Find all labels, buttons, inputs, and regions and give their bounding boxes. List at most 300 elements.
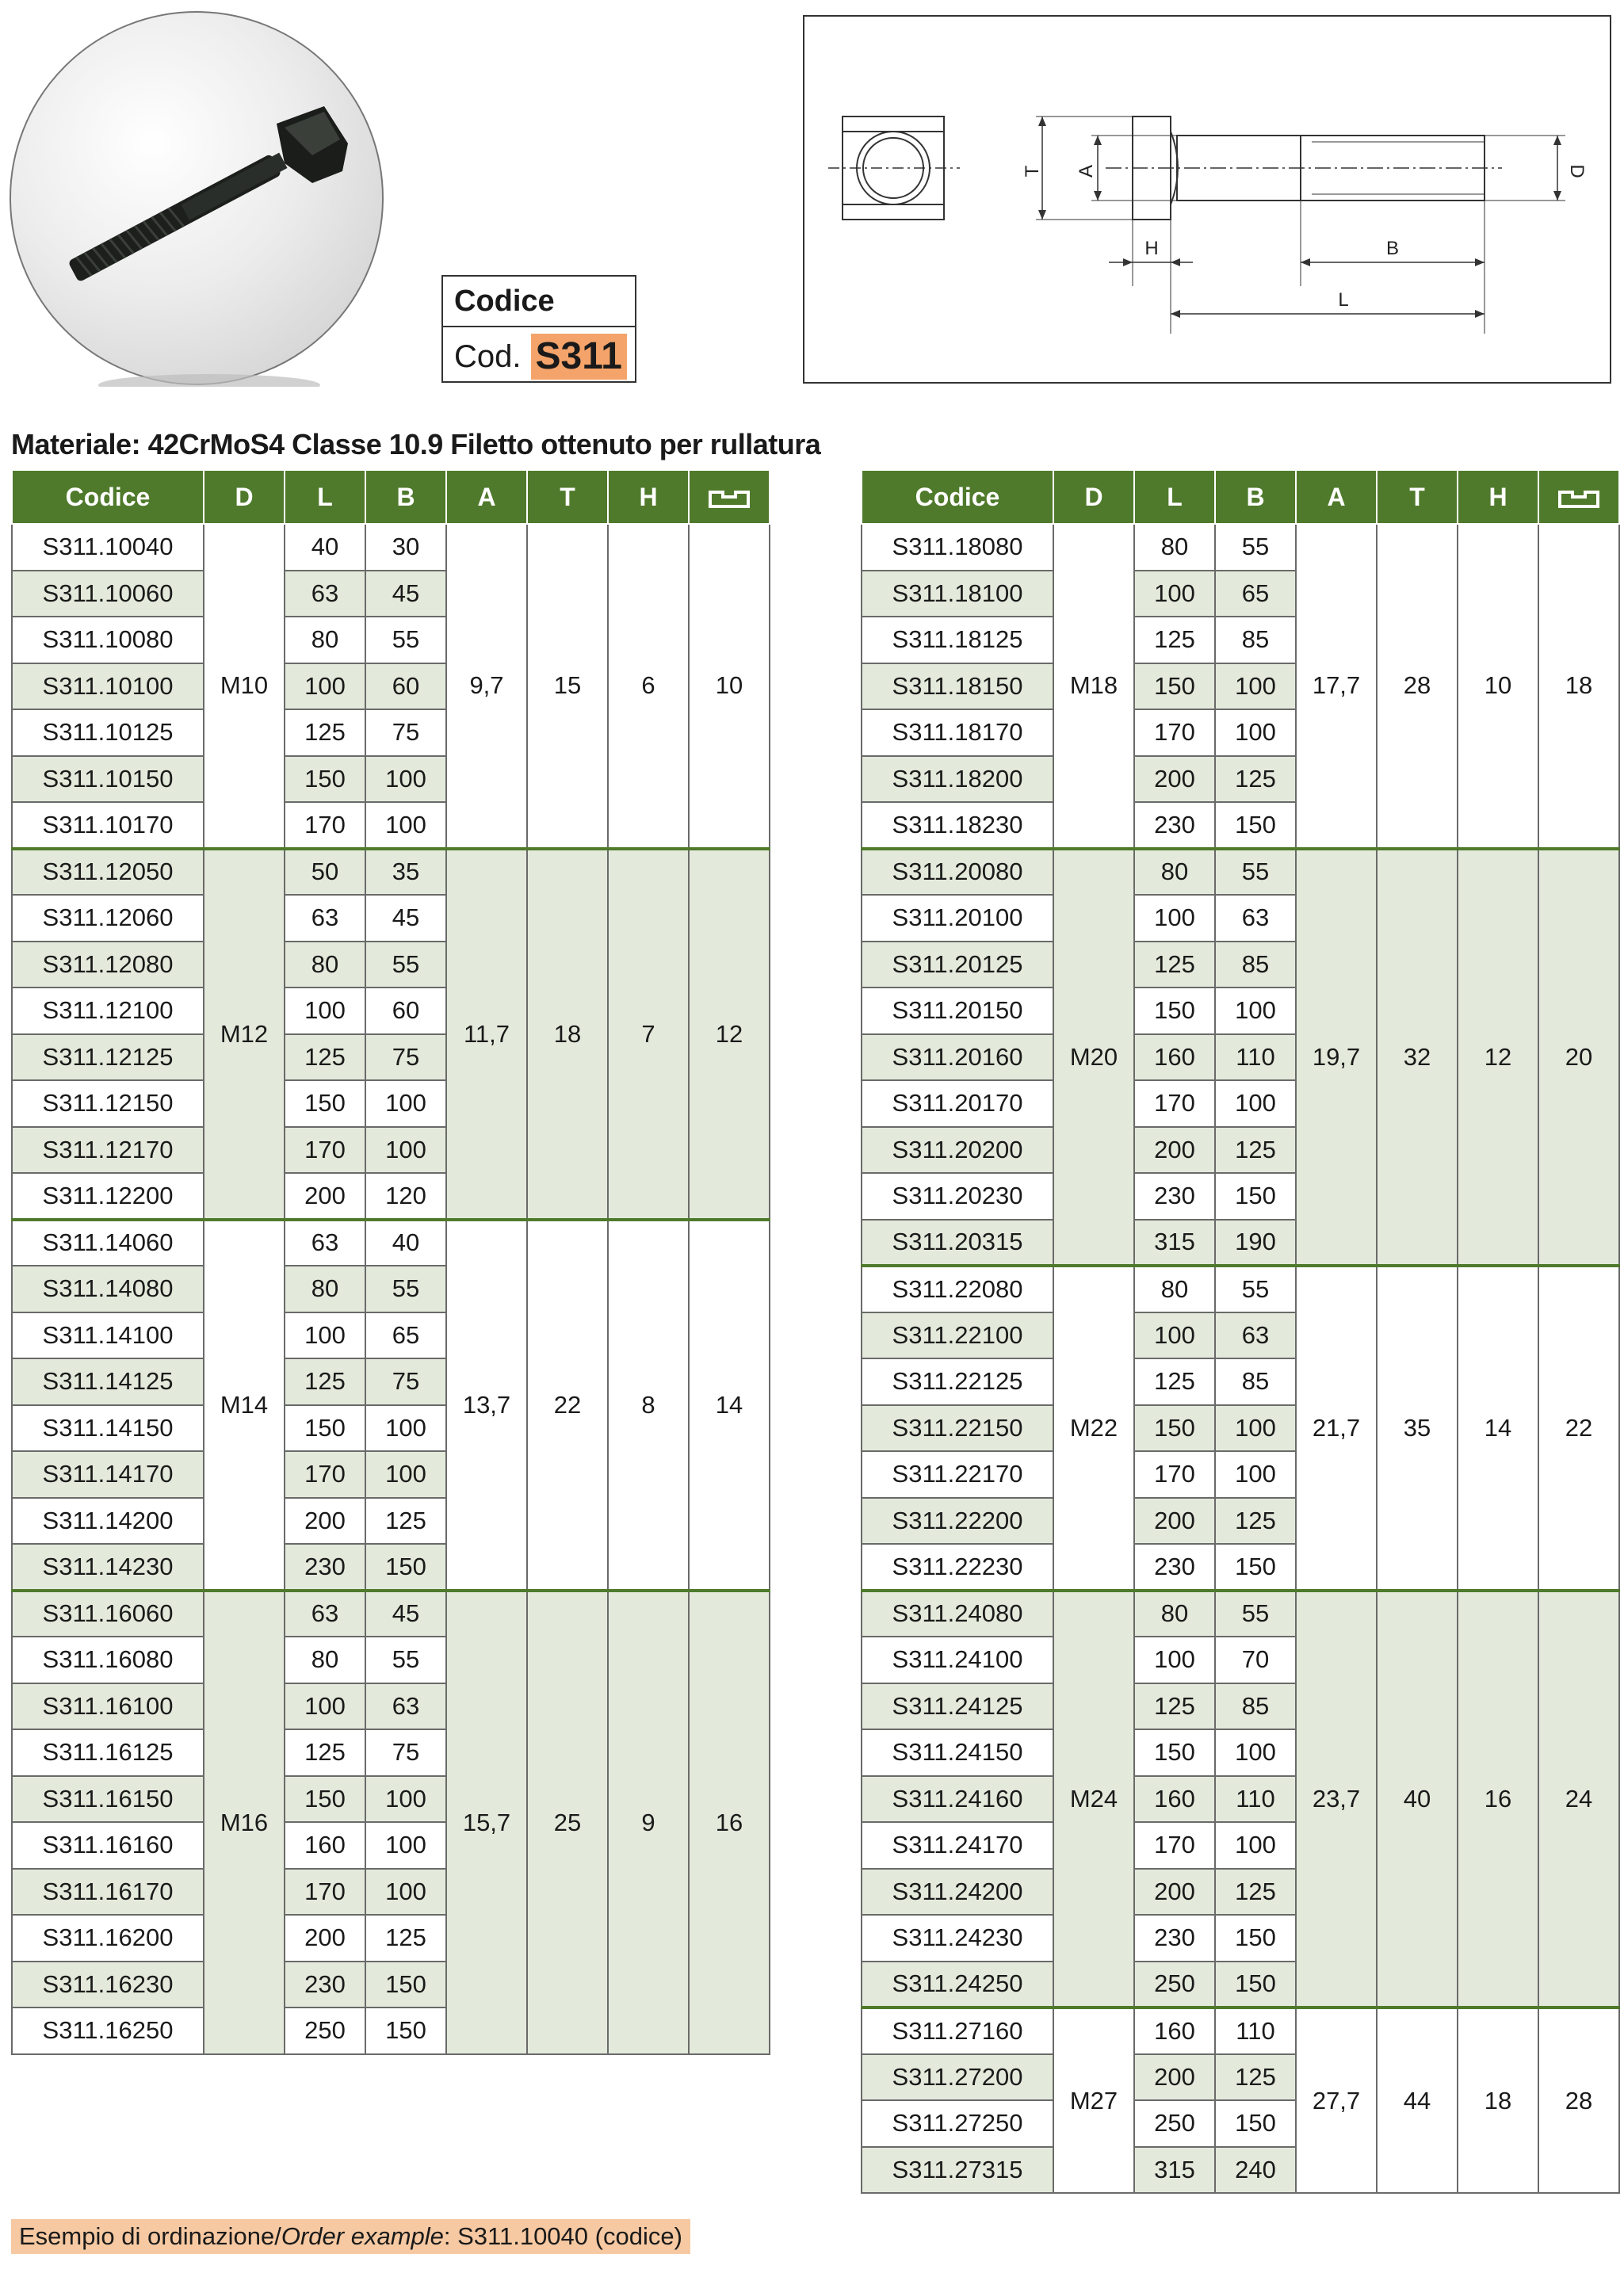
cell-B: 55 bbox=[1215, 524, 1296, 571]
table-row bbox=[862, 2007, 1619, 2054]
cell-L: 170 bbox=[285, 1869, 365, 1916]
cell-B: 190 bbox=[1215, 1220, 1296, 1266]
cell-L: 63 bbox=[285, 1591, 365, 1637]
cell-code: S311.10170 bbox=[12, 802, 204, 849]
cell-A: 15,7 bbox=[446, 1591, 527, 2054]
cell-B: 100 bbox=[365, 1127, 446, 1174]
cell-code: S311.18170 bbox=[862, 709, 1053, 756]
size-group-m20 bbox=[862, 849, 1619, 1266]
header-slot bbox=[1538, 470, 1619, 524]
cell-code: S311.24230 bbox=[862, 1915, 1053, 1962]
cell-L: 170 bbox=[1134, 1080, 1215, 1127]
cell-code: S311.12125 bbox=[12, 1034, 204, 1081]
code-box-title: Codice bbox=[443, 277, 635, 327]
cell-code: S311.24160 bbox=[862, 1776, 1053, 1823]
cell-L: 80 bbox=[285, 617, 365, 663]
cell-B: 150 bbox=[1215, 1173, 1296, 1220]
cell-B: 150 bbox=[1215, 802, 1296, 849]
cell-H: 18 bbox=[1458, 2007, 1538, 2193]
cell-B: 125 bbox=[1215, 1869, 1296, 1916]
header-A: A bbox=[1296, 470, 1377, 524]
material-description: Materiale: 42CrMoS4 Classe 10.9 Filetto ottenuto per rullatura bbox=[11, 428, 821, 460]
cell-code: S311.14150 bbox=[12, 1405, 204, 1452]
cell-B: 100 bbox=[365, 1405, 446, 1452]
cell-B: 110 bbox=[1215, 2007, 1296, 2054]
cell-B: 75 bbox=[365, 709, 446, 756]
cell-L: 170 bbox=[285, 1451, 365, 1498]
example-prefix: Esempio di ordinazione/ bbox=[19, 2222, 281, 2250]
cell-L: 80 bbox=[285, 1266, 365, 1312]
cell-L: 80 bbox=[1134, 1591, 1215, 1637]
header-codice: Codice bbox=[12, 470, 204, 524]
cell-B: 120 bbox=[365, 1173, 446, 1220]
cell-B: 150 bbox=[1215, 2100, 1296, 2147]
cell-L: 150 bbox=[1134, 1729, 1215, 1776]
cell-code: S311.18125 bbox=[862, 617, 1053, 663]
cell-code: S311.18230 bbox=[862, 802, 1053, 849]
size-group-m18 bbox=[862, 524, 1619, 849]
dimension-drawing bbox=[804, 17, 1610, 382]
cell-code: S311.27315 bbox=[862, 2147, 1053, 2194]
cell-B: 55 bbox=[365, 1266, 446, 1312]
cell-code: S311.20315 bbox=[862, 1220, 1053, 1266]
cell-B: 70 bbox=[1215, 1637, 1296, 1683]
cell-B: 100 bbox=[365, 1869, 446, 1916]
cell-B: 55 bbox=[365, 1637, 446, 1683]
cell-L: 315 bbox=[1134, 2147, 1215, 2194]
cell-code: S311.10060 bbox=[12, 571, 204, 617]
cell-code: S311.14080 bbox=[12, 1266, 204, 1312]
cell-B: 100 bbox=[365, 1776, 446, 1823]
cell-L: 200 bbox=[1134, 1127, 1215, 1174]
cell-code: S311.16080 bbox=[12, 1637, 204, 1683]
size-group-m27 bbox=[862, 2007, 1619, 2193]
cell-A: 17,7 bbox=[1296, 524, 1377, 849]
cell-D: M20 bbox=[1053, 849, 1134, 1266]
cell-L: 250 bbox=[1134, 2100, 1215, 2147]
cell-B: 63 bbox=[1215, 1312, 1296, 1359]
table-header-row bbox=[862, 470, 1619, 524]
cell-L: 200 bbox=[1134, 756, 1215, 803]
cell-L: 100 bbox=[285, 1683, 365, 1730]
cell-B: 60 bbox=[365, 663, 446, 710]
t-slot-icon bbox=[707, 487, 751, 510]
cell-B: 55 bbox=[365, 942, 446, 988]
cell-L: 160 bbox=[1134, 2007, 1215, 2054]
cell-code: S311.20170 bbox=[862, 1080, 1053, 1127]
cell-L: 250 bbox=[1134, 1962, 1215, 2008]
cell-code: S311.24250 bbox=[862, 1962, 1053, 2008]
cell-code: S311.12170 bbox=[12, 1127, 204, 1174]
cell-B: 150 bbox=[1215, 1962, 1296, 2008]
cell-B: 150 bbox=[1215, 1544, 1296, 1591]
cell-code: S311.10080 bbox=[12, 617, 204, 663]
table-row bbox=[862, 1591, 1619, 1637]
size-group-m16 bbox=[12, 1591, 770, 2054]
cell-H: 6 bbox=[608, 524, 689, 849]
cell-slot: 22 bbox=[1538, 1266, 1619, 1591]
cell-code: S311.16150 bbox=[12, 1776, 204, 1823]
cell-L: 150 bbox=[285, 1405, 365, 1452]
cell-D: M16 bbox=[204, 1591, 285, 2054]
cell-B: 45 bbox=[365, 571, 446, 617]
cell-code: S311.18150 bbox=[862, 663, 1053, 710]
cell-code: S311.22230 bbox=[862, 1544, 1053, 1591]
cell-L: 125 bbox=[1134, 1683, 1215, 1730]
cell-L: 50 bbox=[285, 849, 365, 896]
cell-code: S311.12080 bbox=[12, 942, 204, 988]
cell-code: S311.24170 bbox=[862, 1822, 1053, 1869]
cell-code: S311.22100 bbox=[862, 1312, 1053, 1359]
cell-code: S311.24080 bbox=[862, 1591, 1053, 1637]
table-row bbox=[862, 524, 1619, 571]
cell-code: S311.12150 bbox=[12, 1080, 204, 1127]
cell-B: 60 bbox=[365, 988, 446, 1034]
code-box bbox=[441, 275, 636, 383]
cell-code: S311.20125 bbox=[862, 942, 1053, 988]
cell-L: 80 bbox=[285, 1637, 365, 1683]
cell-L: 170 bbox=[285, 1127, 365, 1174]
cell-code: S311.16125 bbox=[12, 1729, 204, 1776]
cell-L: 100 bbox=[285, 663, 365, 710]
cell-code: S311.22125 bbox=[862, 1358, 1053, 1405]
cell-code: S311.20100 bbox=[862, 895, 1053, 942]
cell-B: 100 bbox=[1215, 1080, 1296, 1127]
cell-L: 125 bbox=[1134, 617, 1215, 663]
header-H: H bbox=[1458, 470, 1538, 524]
cell-H: 14 bbox=[1458, 1266, 1538, 1591]
cell-B: 100 bbox=[1215, 1822, 1296, 1869]
table-row bbox=[12, 524, 770, 571]
label-D: D bbox=[1566, 164, 1588, 178]
size-group-m22 bbox=[862, 1266, 1619, 1591]
cell-code: S311.14200 bbox=[12, 1498, 204, 1545]
cell-B: 100 bbox=[1215, 1451, 1296, 1498]
cell-slot: 28 bbox=[1538, 2007, 1619, 2193]
cell-L: 250 bbox=[285, 2007, 365, 2054]
cell-L: 200 bbox=[1134, 1869, 1215, 1916]
cell-L: 160 bbox=[1134, 1776, 1215, 1823]
cell-code: S311.27160 bbox=[862, 2007, 1053, 2054]
header-L: L bbox=[285, 470, 365, 524]
cod-value: S311 bbox=[531, 334, 627, 380]
header-T: T bbox=[527, 470, 608, 524]
header-D: D bbox=[204, 470, 285, 524]
size-group-m14 bbox=[12, 1220, 770, 1591]
cell-L: 200 bbox=[285, 1915, 365, 1962]
cell-B: 55 bbox=[1215, 1591, 1296, 1637]
cell-B: 40 bbox=[365, 1220, 446, 1266]
cell-B: 45 bbox=[365, 895, 446, 942]
cod-label: Cod. bbox=[454, 338, 522, 374]
cell-code: S311.14170 bbox=[12, 1451, 204, 1498]
cell-B: 55 bbox=[1215, 849, 1296, 896]
cell-L: 125 bbox=[285, 1034, 365, 1081]
cell-L: 200 bbox=[1134, 1498, 1215, 1545]
cell-code: S311.16200 bbox=[12, 1915, 204, 1962]
table-header-row bbox=[12, 470, 770, 524]
size-group-m24 bbox=[862, 1591, 1619, 2008]
cell-D: M18 bbox=[1053, 524, 1134, 849]
cell-L: 230 bbox=[1134, 802, 1215, 849]
cell-A: 23,7 bbox=[1296, 1591, 1377, 2008]
cell-A: 11,7 bbox=[446, 849, 527, 1220]
cell-L: 100 bbox=[1134, 895, 1215, 942]
cell-B: 100 bbox=[365, 1822, 446, 1869]
cell-code: S311.12100 bbox=[12, 988, 204, 1034]
cell-code: S311.10100 bbox=[12, 663, 204, 710]
order-example bbox=[11, 2219, 690, 2254]
cell-L: 125 bbox=[1134, 1358, 1215, 1405]
cell-code: S311.16100 bbox=[12, 1683, 204, 1730]
cell-slot: 12 bbox=[689, 849, 770, 1220]
cell-L: 150 bbox=[1134, 663, 1215, 710]
label-A: A bbox=[1076, 164, 1097, 178]
cell-slot: 20 bbox=[1538, 849, 1619, 1266]
cell-code: S311.20230 bbox=[862, 1173, 1053, 1220]
t-bolt-illustration bbox=[11, 13, 385, 387]
cell-L: 150 bbox=[1134, 988, 1215, 1034]
cell-L: 125 bbox=[1134, 942, 1215, 988]
cell-L: 125 bbox=[285, 709, 365, 756]
cell-code: S311.12200 bbox=[12, 1173, 204, 1220]
cell-slot: 18 bbox=[1538, 524, 1619, 849]
cell-L: 125 bbox=[285, 1358, 365, 1405]
example-suffix: : S311.10040 (codice) bbox=[443, 2222, 682, 2250]
cell-A: 9,7 bbox=[446, 524, 527, 849]
cell-L: 230 bbox=[285, 1544, 365, 1591]
cell-T: 22 bbox=[527, 1220, 608, 1591]
cell-L: 150 bbox=[1134, 1405, 1215, 1452]
cell-H: 8 bbox=[608, 1220, 689, 1591]
cell-L: 63 bbox=[285, 1220, 365, 1266]
header-codice: Codice bbox=[862, 470, 1053, 524]
cell-code: S311.16060 bbox=[12, 1591, 204, 1637]
cell-B: 65 bbox=[1215, 571, 1296, 617]
cell-L: 160 bbox=[1134, 1034, 1215, 1081]
table-row bbox=[862, 849, 1619, 896]
cell-code: S311.18200 bbox=[862, 756, 1053, 803]
cell-B: 100 bbox=[365, 1080, 446, 1127]
cell-A: 19,7 bbox=[1296, 849, 1377, 1266]
cell-B: 150 bbox=[1215, 1915, 1296, 1962]
cell-code: S311.20160 bbox=[862, 1034, 1053, 1081]
label-T: T bbox=[1022, 165, 1043, 178]
cell-L: 230 bbox=[1134, 1915, 1215, 1962]
cell-T: 28 bbox=[1377, 524, 1458, 849]
header-T: T bbox=[1377, 470, 1458, 524]
cell-slot: 24 bbox=[1538, 1591, 1619, 2008]
cell-L: 150 bbox=[285, 1776, 365, 1823]
cell-D: M24 bbox=[1053, 1591, 1134, 2008]
cell-B: 100 bbox=[1215, 663, 1296, 710]
cell-L: 230 bbox=[1134, 1173, 1215, 1220]
cell-B: 125 bbox=[365, 1498, 446, 1545]
cell-code: S311.10040 bbox=[12, 524, 204, 571]
cell-L: 80 bbox=[1134, 1266, 1215, 1312]
cell-T: 32 bbox=[1377, 849, 1458, 1266]
cell-slot: 14 bbox=[689, 1220, 770, 1591]
cell-B: 110 bbox=[1215, 1034, 1296, 1081]
cell-code: S311.10150 bbox=[12, 756, 204, 803]
cell-slot: 10 bbox=[689, 524, 770, 849]
cell-L: 170 bbox=[1134, 1822, 1215, 1869]
cell-L: 230 bbox=[1134, 1544, 1215, 1591]
cell-code: S311.16160 bbox=[12, 1822, 204, 1869]
header-A: A bbox=[446, 470, 527, 524]
cell-code: S311.22150 bbox=[862, 1405, 1053, 1452]
cell-B: 55 bbox=[1215, 1266, 1296, 1312]
cell-L: 80 bbox=[285, 942, 365, 988]
cell-B: 125 bbox=[1215, 1127, 1296, 1174]
header-D: D bbox=[1053, 470, 1134, 524]
cell-code: S311.20200 bbox=[862, 1127, 1053, 1174]
table-row bbox=[12, 849, 770, 896]
cell-L: 100 bbox=[285, 1312, 365, 1359]
cell-L: 100 bbox=[1134, 571, 1215, 617]
cell-L: 125 bbox=[285, 1729, 365, 1776]
cell-code: S311.22200 bbox=[862, 1498, 1053, 1545]
header-L: L bbox=[1134, 470, 1215, 524]
cell-B: 240 bbox=[1215, 2147, 1296, 2194]
cell-code: S311.16230 bbox=[12, 1962, 204, 2008]
cell-B: 35 bbox=[365, 849, 446, 896]
cell-H: 12 bbox=[1458, 849, 1538, 1266]
product-photo bbox=[10, 11, 384, 385]
cell-L: 230 bbox=[285, 1962, 365, 2008]
cell-L: 315 bbox=[1134, 1220, 1215, 1266]
header-slot bbox=[689, 470, 770, 524]
cell-D: M14 bbox=[204, 1220, 285, 1591]
cell-code: S311.16250 bbox=[12, 2007, 204, 2054]
cell-L: 40 bbox=[285, 524, 365, 571]
cell-B: 100 bbox=[365, 1451, 446, 1498]
cell-T: 35 bbox=[1377, 1266, 1458, 1591]
cell-B: 100 bbox=[1215, 1405, 1296, 1452]
spec-table-right bbox=[861, 469, 1620, 2194]
cell-L: 150 bbox=[285, 1080, 365, 1127]
cell-code: S311.27200 bbox=[862, 2054, 1053, 2101]
cell-H: 7 bbox=[608, 849, 689, 1220]
cell-B: 125 bbox=[365, 1915, 446, 1962]
cell-code: S311.14125 bbox=[12, 1358, 204, 1405]
cell-T: 15 bbox=[527, 524, 608, 849]
cell-code: S311.20080 bbox=[862, 849, 1053, 896]
cell-T: 44 bbox=[1377, 2007, 1458, 2193]
cell-code: S311.24150 bbox=[862, 1729, 1053, 1776]
cell-B: 150 bbox=[365, 1962, 446, 2008]
cell-T: 40 bbox=[1377, 1591, 1458, 2008]
header-B: B bbox=[365, 470, 446, 524]
cell-B: 63 bbox=[365, 1683, 446, 1730]
cell-B: 75 bbox=[365, 1034, 446, 1081]
cell-B: 63 bbox=[1215, 895, 1296, 942]
cell-code: S311.14100 bbox=[12, 1312, 204, 1359]
cell-B: 85 bbox=[1215, 617, 1296, 663]
table-row bbox=[862, 1266, 1619, 1312]
cell-B: 85 bbox=[1215, 1358, 1296, 1405]
cell-code: S311.24200 bbox=[862, 1869, 1053, 1916]
cell-T: 25 bbox=[527, 1591, 608, 2054]
cell-code: S311.14230 bbox=[12, 1544, 204, 1591]
cell-L: 170 bbox=[285, 802, 365, 849]
cell-B: 125 bbox=[1215, 1498, 1296, 1545]
cell-code: S311.27250 bbox=[862, 2100, 1053, 2147]
size-group-m12 bbox=[12, 849, 770, 1220]
cell-B: 75 bbox=[365, 1729, 446, 1776]
cell-L: 200 bbox=[285, 1173, 365, 1220]
cell-L: 80 bbox=[1134, 849, 1215, 896]
cell-L: 170 bbox=[1134, 1451, 1215, 1498]
cell-L: 200 bbox=[285, 1498, 365, 1545]
cell-B: 100 bbox=[365, 756, 446, 803]
cell-L: 100 bbox=[1134, 1312, 1215, 1359]
cell-code: S311.22080 bbox=[862, 1266, 1053, 1312]
label-L: L bbox=[1338, 289, 1349, 311]
cell-L: 100 bbox=[1134, 1637, 1215, 1683]
cell-L: 170 bbox=[1134, 709, 1215, 756]
header-H: H bbox=[608, 470, 689, 524]
cell-L: 100 bbox=[285, 988, 365, 1034]
cell-B: 125 bbox=[1215, 2054, 1296, 2101]
cell-A: 21,7 bbox=[1296, 1266, 1377, 1591]
cell-code: S311.12060 bbox=[12, 895, 204, 942]
cell-B: 150 bbox=[365, 2007, 446, 2054]
cell-A: 27,7 bbox=[1296, 2007, 1377, 2193]
t-slot-icon bbox=[1557, 487, 1601, 510]
cell-D: M10 bbox=[204, 524, 285, 849]
cell-B: 55 bbox=[365, 617, 446, 663]
cell-code: S311.20150 bbox=[862, 988, 1053, 1034]
label-H: H bbox=[1144, 238, 1159, 259]
cell-code: S311.16170 bbox=[12, 1869, 204, 1916]
cell-D: M27 bbox=[1053, 2007, 1134, 2193]
spec-table-left bbox=[11, 469, 770, 2055]
cell-D: M12 bbox=[204, 849, 285, 1220]
cell-code: S311.24125 bbox=[862, 1683, 1053, 1730]
cell-L: 150 bbox=[285, 756, 365, 803]
cell-B: 30 bbox=[365, 524, 446, 571]
example-italic: Order example bbox=[281, 2222, 444, 2250]
cell-H: 16 bbox=[1458, 1591, 1538, 2008]
cell-code: S311.14060 bbox=[12, 1220, 204, 1266]
cell-code: S311.24100 bbox=[862, 1637, 1053, 1683]
table-row bbox=[12, 1220, 770, 1266]
technical-drawing bbox=[803, 15, 1611, 384]
cell-B: 110 bbox=[1215, 1776, 1296, 1823]
cell-code: S311.12050 bbox=[12, 849, 204, 896]
cell-L: 160 bbox=[285, 1822, 365, 1869]
table-row bbox=[12, 1591, 770, 1637]
cell-B: 150 bbox=[365, 1544, 446, 1591]
cell-B: 100 bbox=[1215, 709, 1296, 756]
cell-code: S311.10125 bbox=[12, 709, 204, 756]
cell-B: 45 bbox=[365, 1591, 446, 1637]
cell-B: 75 bbox=[365, 1358, 446, 1405]
cell-L: 63 bbox=[285, 571, 365, 617]
cell-L: 80 bbox=[1134, 524, 1215, 571]
cell-B: 100 bbox=[365, 802, 446, 849]
header-B: B bbox=[1215, 470, 1296, 524]
cell-code: S311.18080 bbox=[862, 524, 1053, 571]
cell-L: 200 bbox=[1134, 2054, 1215, 2101]
cell-code: S311.22170 bbox=[862, 1451, 1053, 1498]
cell-B: 125 bbox=[1215, 756, 1296, 803]
label-B: B bbox=[1385, 238, 1400, 259]
cell-H: 10 bbox=[1458, 524, 1538, 849]
cell-A: 13,7 bbox=[446, 1220, 527, 1591]
cell-L: 63 bbox=[285, 895, 365, 942]
